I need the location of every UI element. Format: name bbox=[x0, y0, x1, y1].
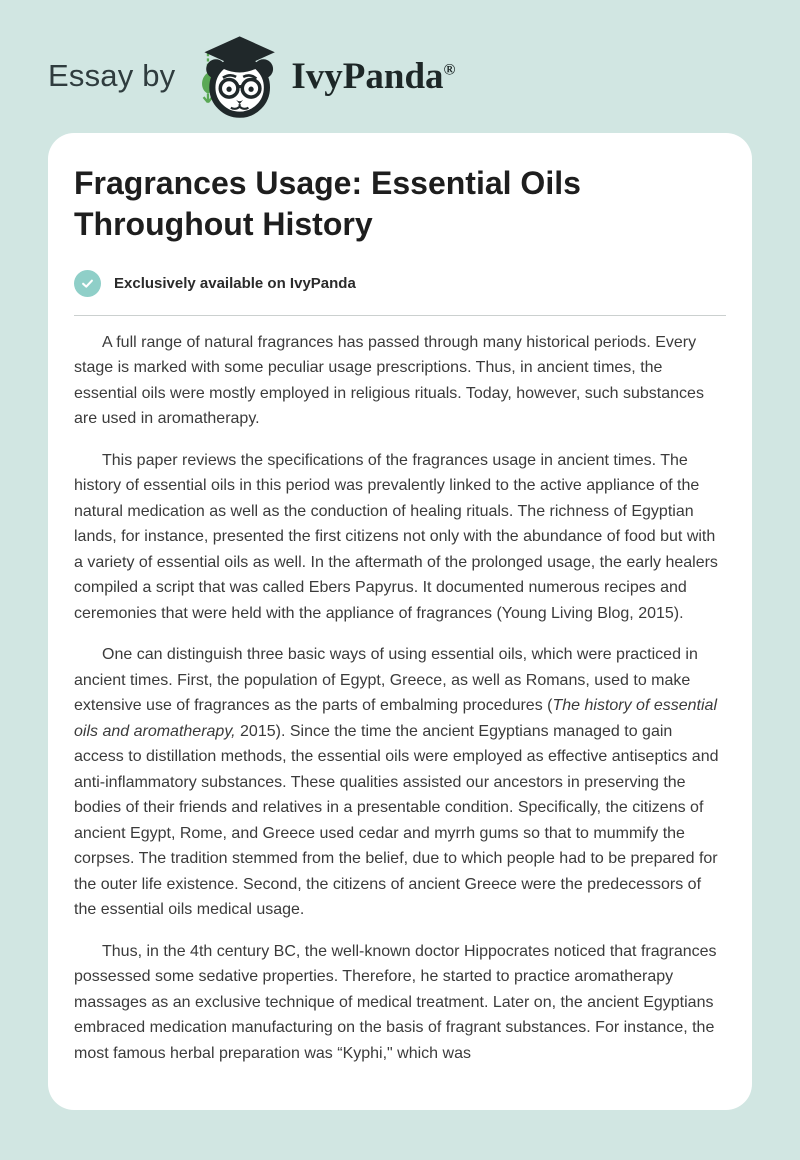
paragraph-1: A full range of natural fragrances has passed through many historical periods. Every stage is marked with some peculiar usage prescriptions. Thus, in ancient times, the essential oils were mostly employed in religious rituals. Today, however, such substances are used in aromatherapy. bbox=[74, 333, 704, 428]
essay-by-label: Essay by bbox=[48, 58, 176, 93]
site-header bbox=[0, 0, 800, 120]
registered-mark: ® bbox=[443, 61, 456, 79]
page-title: Fragrances Usage: Essential Oils Throughout History bbox=[74, 165, 581, 242]
check-icon bbox=[74, 270, 101, 297]
paragraph-3: One can distinguish three basic ways of using essential oils, which were practiced in ancient times. First, the population of Egypt, Greece, as well as Romans, used to make extensive use of fragrances as the parts of embalming procedures (The history of essential oils and aromatherapy, 2015). Since the time the ancient Egyptians managed to gain access to distillation methods, the essential oils were employed as effective antiseptics and anti-inflammatory substances. These qualities assisted our ancestors in preserving the bodies of their friends and relatives in a presentable condition. Specifically, the citizens of ancient Egypt, Rome, and Greece used cedar and myrrh gums so that to mummify the corpses. The tradition stemmed from the belief, due to which people had to be prepared for the outer life existence. Second, the citizens of ancient Greece were the predecessors of the essential oils medical usage. bbox=[74, 646, 719, 919]
divider bbox=[74, 315, 726, 316]
paragraph-4: Thus, in the 4th century BC, the well-known doctor Hippocrates noticed that fragrances possessed some sedative properties. Therefore, he started to practice aromatherapy massages as an exclusive technique of medical treatment. Later on, the ancient Egyptians embraced medication manufacturing on the basis of fragrant substances. For instance, the most famous herbal preparation was “Kyphi," which was bbox=[74, 942, 717, 1062]
essay-card bbox=[48, 133, 752, 1110]
cited-work-title: The history of essential oils and aromatherapy, bbox=[74, 697, 717, 740]
exclusive-badge bbox=[74, 270, 726, 297]
brand-logo-text: IvyPanda® bbox=[291, 55, 456, 97]
paragraph-2: This paper reviews the specifications of the fragrances usage in ancient times. The history of essential oils in this period was prevalently linked to the active appliance of the natural medication as well as the conduction of healing rituals. The richness of Egyptian lands, for instance, presented the first citizens not only with the abundance of food but with a variety of essential oils as well. In the aftermath of the prolonged usage, the early healers compiled a script that was called Ebers Papyrus. It documented numerous recipes and ceremonies that were held with the appliance of fragrances (Young Living Blog, 2015). bbox=[74, 451, 718, 622]
exclusive-badge-label: Exclusively available on IvyPanda bbox=[114, 274, 356, 292]
panda-graduate-icon bbox=[193, 32, 281, 120]
essay-body bbox=[74, 330, 726, 1067]
